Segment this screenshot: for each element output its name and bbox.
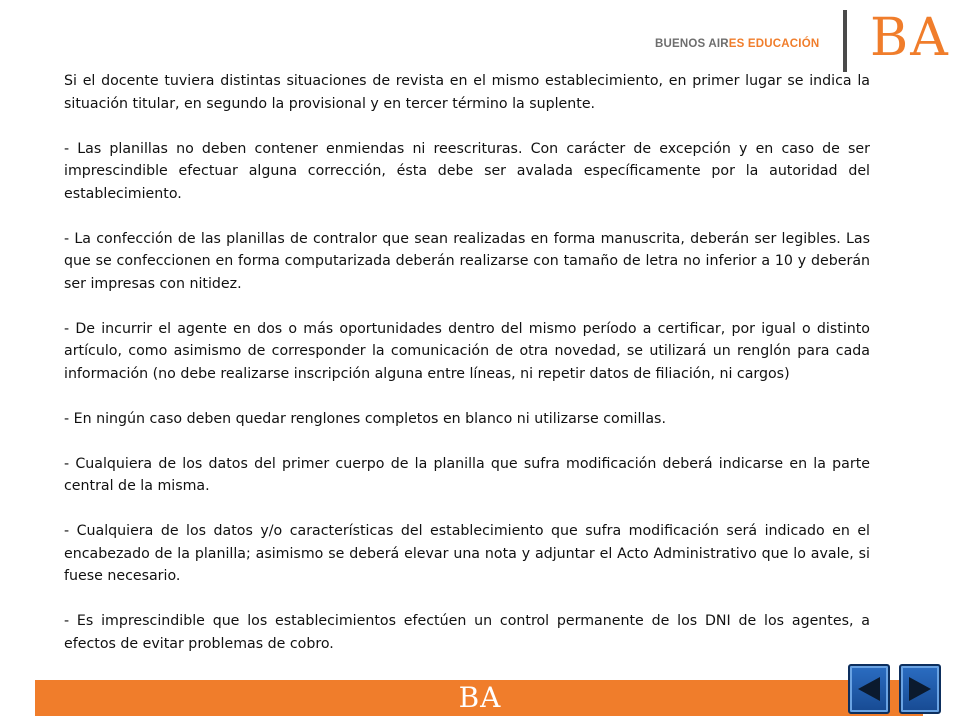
brand-text [655,38,819,50]
paragraph: - De incurrir el agente en dos o más oportunidades dentro del mismo período a certificar, por igual o distinto artículo, como asimismo de corresponder la comunicación de otra novedad, se utilizará un renglón para cada información (no debe realizarse inscripción alguna entre líneas, ni repetir datos de filiación, ni cargos) [64,320,870,382]
triangle-right-icon [907,675,933,703]
slide-content [64,70,870,655]
footer-logo: BA [458,681,502,714]
paragraph: Si el docente tuviera distintas situaciones de revista en el mismo establecimiento, en primer lugar se indica la situación titular, en segundo la provisional y en tercer término la suplente. [64,73,870,112]
paragraph: - Cualquiera de los datos del primer cuerpo de la planilla que sufra modificación deberá indicarse en la parte central de la misma. [64,455,870,494]
ba-logo: BA [870,8,950,68]
paragraph: - Las planillas no deben contener enmiendas ni reescrituras. Con carácter de excepción y en caso de ser imprescindible efectuar alguna corrección, ésta debe ser avalada específicamente por la autoridad del establecimiento. [64,140,870,202]
paragraph: - En ningún caso deben quedar renglones completos en blanco ni utilizarse comillas. [64,410,666,427]
paragraph: - La confección de las planillas de contralor que sean realizadas en forma manuscrita, deberán ser legibles. Las que se confeccionen en forma computarizada deberán realizarse con tamaño de letra no inferior a 10 y deberán ser impresas con nitidez. [64,230,870,292]
brand-text-part2: ES EDUCACIÓN [728,38,820,50]
brand-text-part1: BUENOS AIR [655,38,729,50]
brand-divider [843,10,847,72]
previous-slide-button[interactable] [848,664,890,714]
paragraph: - Es imprescindible que los establecimientos efectúen un control permanente de los DNI de los agentes, a efectos de evitar problemas de cobro. [64,613,870,652]
triangle-left-icon [856,675,882,703]
next-slide-button[interactable] [899,664,941,714]
paragraph: - Cualquiera de los datos y/o características del establecimiento que sufra modificación será indicado en el encabezado de la planilla; asimismo se deberá elevar una nota y adjuntar el Acto Administrativo que lo avale, si fuese necesario. [64,523,870,584]
